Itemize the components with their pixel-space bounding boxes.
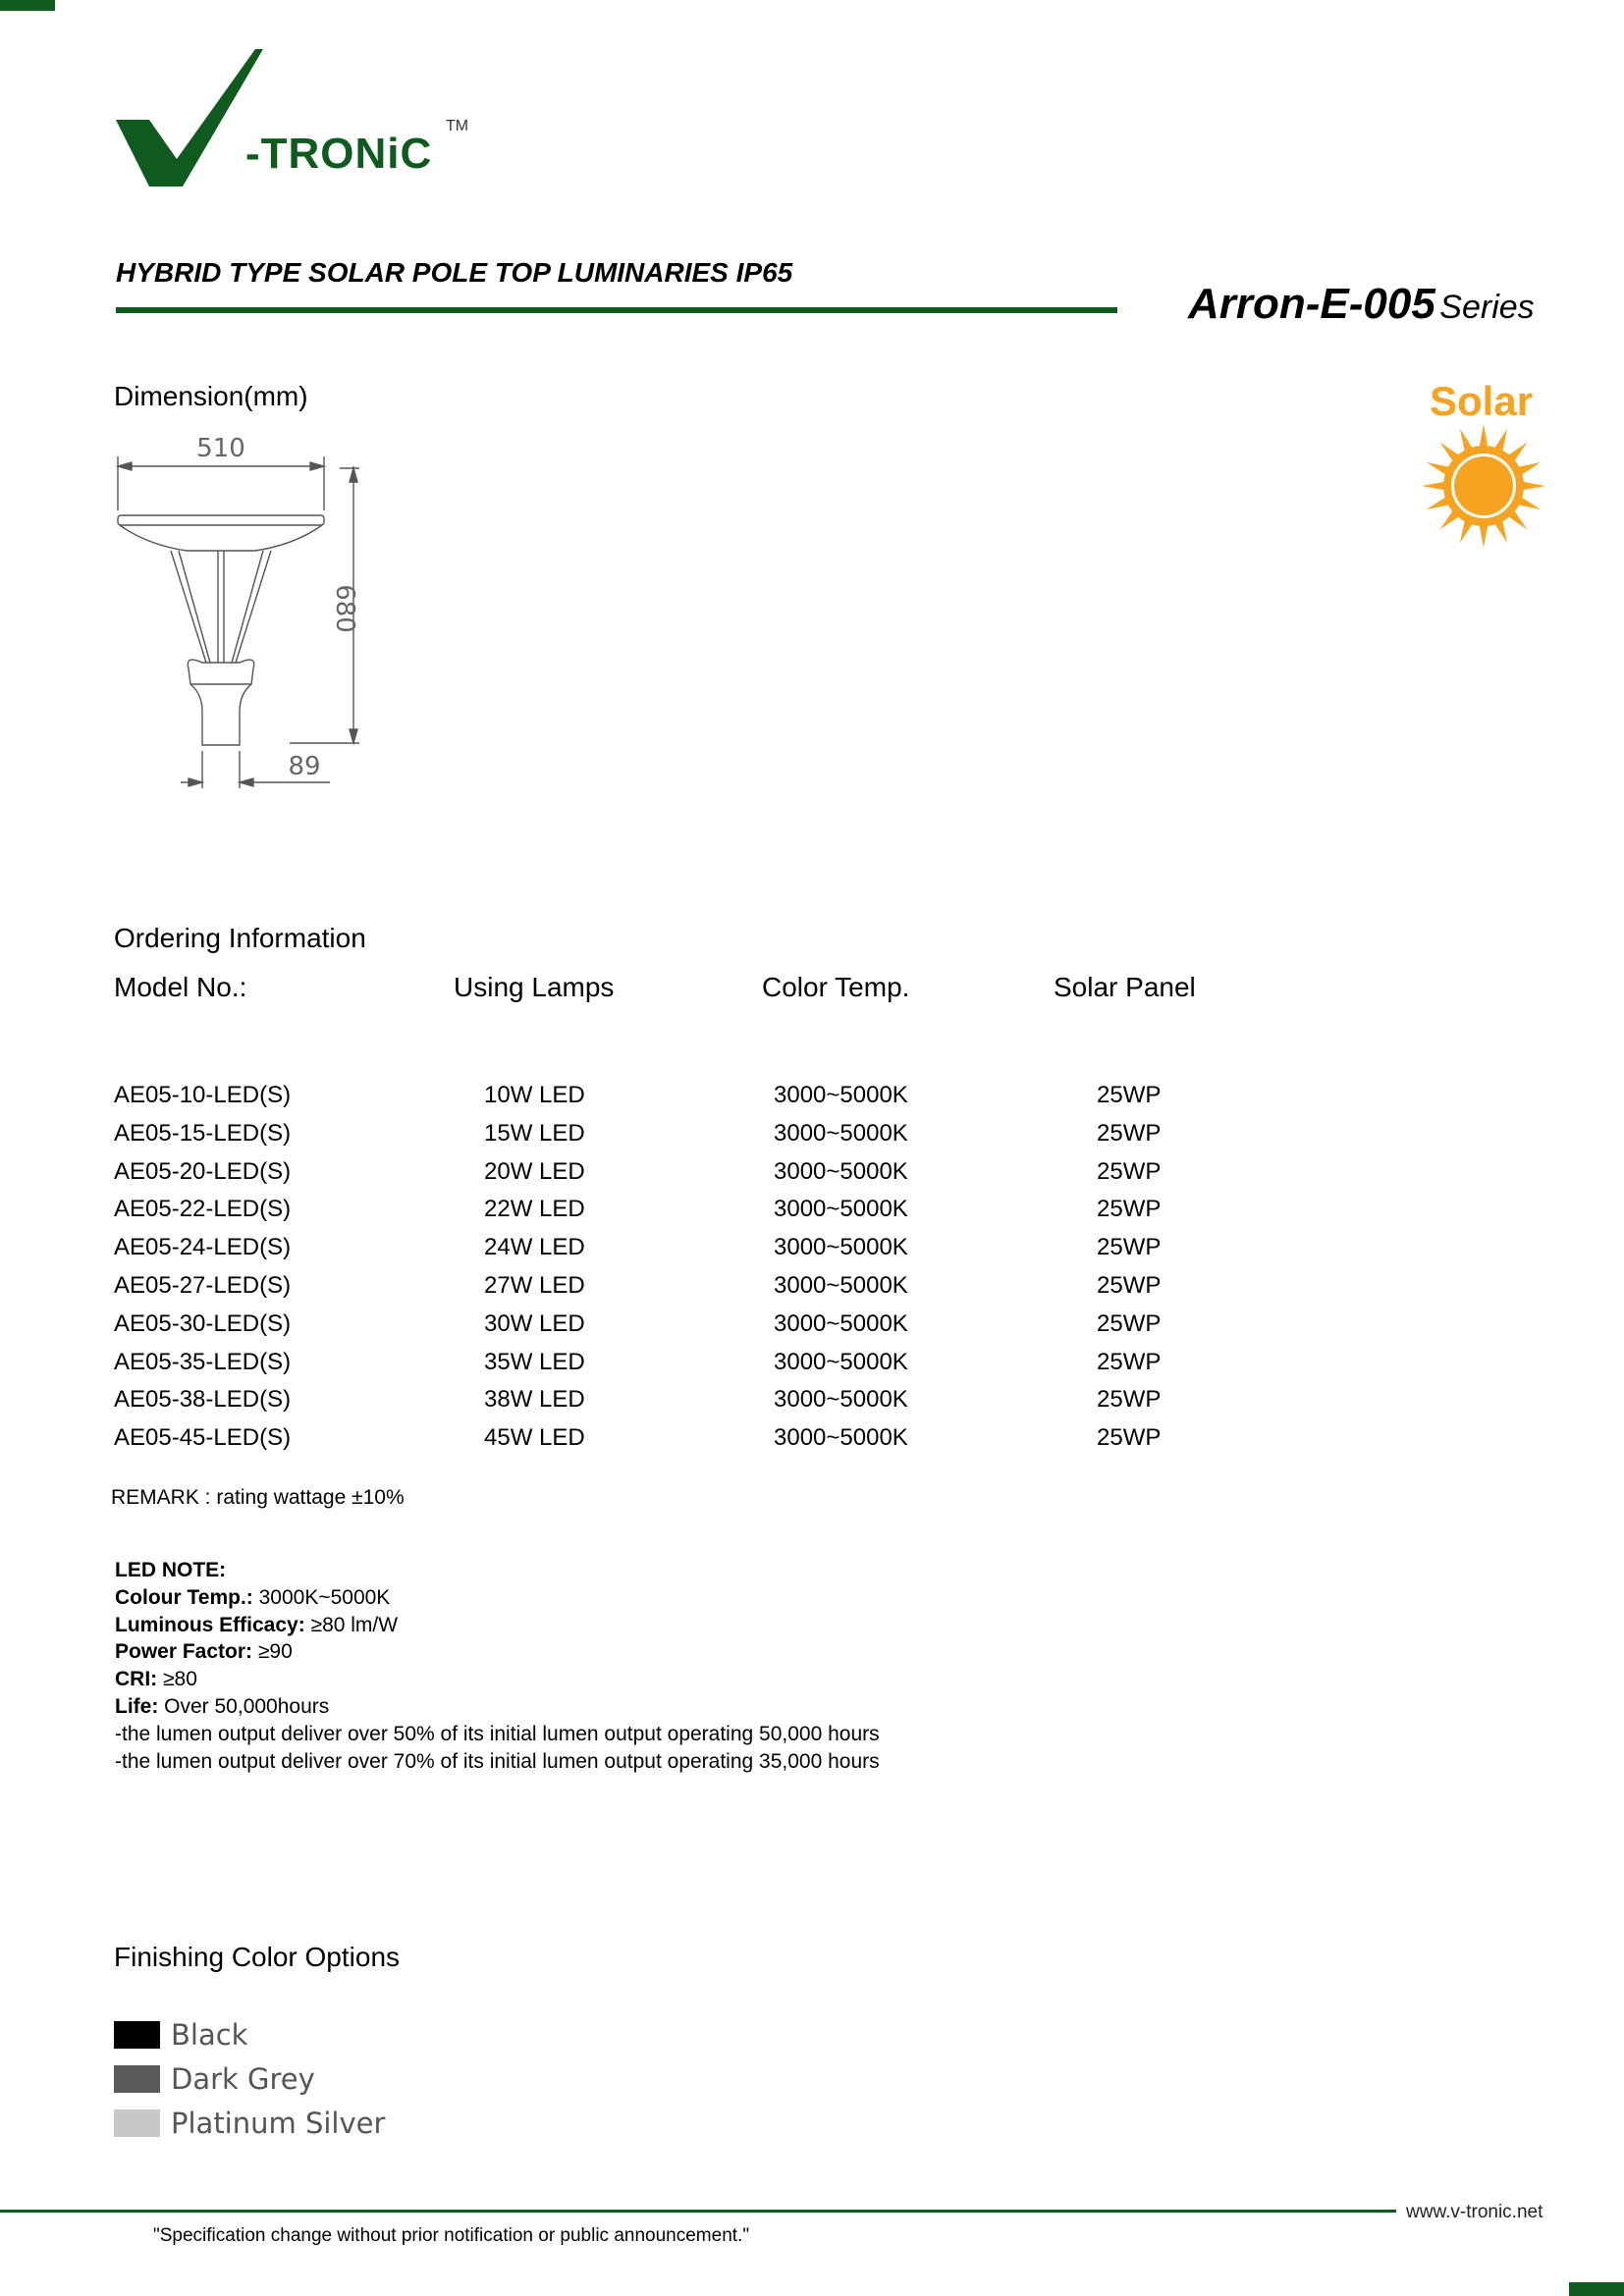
- cell-color-temp: 3000~5000K: [774, 1082, 908, 1108]
- cell-lamps: 15W LED: [484, 1119, 585, 1147]
- dimension-heading: Dimension(mm): [114, 381, 308, 411]
- led-note-value: 3000K~5000K: [252, 1585, 391, 1609]
- color-swatch-dark-grey: [114, 2065, 160, 2093]
- sun-ray: [1523, 482, 1545, 491]
- document-title: HYBRID TYPE SOLAR POLE TOP LUMINARIES IP65: [116, 257, 793, 288]
- table-row: [114, 1386, 1243, 1424]
- corner-accent-bottom: [1569, 2282, 1624, 2296]
- cell-color-temp: 3000~5000K: [774, 1234, 908, 1261]
- table-row: [114, 1272, 1243, 1310]
- sun-ray: [1480, 424, 1489, 447]
- brand-name: -TRONiC: [245, 130, 433, 178]
- cell-solar-panel: 25WP: [1097, 1119, 1162, 1147]
- led-note-label: Life:: [115, 1694, 159, 1718]
- column-header-lamps: Using Lamps: [454, 972, 615, 1002]
- column-header-solar-panel: Solar Panel: [1054, 972, 1196, 1002]
- led-note-value: ≥80 lm/W: [304, 1613, 399, 1636]
- led-note: [115, 1557, 880, 1775]
- color-options: [114, 2012, 385, 2145]
- cell-model: AE05-27-LED(S): [114, 1271, 292, 1299]
- table-row: [114, 1424, 1243, 1463]
- table-row: [114, 1120, 1243, 1158]
- disclaimer-text: "Specification change without prior notification or public announcement.": [153, 2225, 750, 2246]
- color-option-platinum-silver: [114, 2101, 385, 2145]
- table-row: [114, 1196, 1243, 1234]
- led-note-label: Colour Temp.:: [115, 1585, 253, 1609]
- series-suffix: Series: [1439, 289, 1535, 326]
- cell-solar-panel: 25WP: [1097, 1309, 1162, 1337]
- table-row: [114, 1310, 1243, 1349]
- cell-lamps: 38W LED: [484, 1386, 585, 1414]
- cell-color-temp: 3000~5000K: [774, 1157, 908, 1185]
- cell-lamps: 20W LED: [484, 1157, 585, 1185]
- table-row: [114, 1082, 1243, 1120]
- cell-lamps: 35W LED: [484, 1348, 585, 1375]
- finishing-heading: Finishing Color Options: [114, 1942, 401, 1972]
- cell-color-temp: 3000~5000K: [774, 1196, 908, 1223]
- ordering-heading: Ordering Information: [114, 923, 366, 953]
- led-note-item: [115, 1693, 880, 1721]
- table-row: [114, 1349, 1243, 1387]
- color-option-black: [114, 2012, 385, 2056]
- cell-solar-panel: 25WP: [1097, 1196, 1162, 1223]
- column-header-model: Model No.:: [114, 972, 247, 1002]
- cell-color-temp: 3000~5000K: [774, 1309, 908, 1337]
- cell-solar-panel: 25WP: [1097, 1271, 1162, 1299]
- led-note-value: Over 50,000hours: [158, 1694, 330, 1718]
- column-header-color-temp: Color Temp.: [762, 972, 910, 1002]
- luminaire-dimension-drawing: [108, 427, 363, 800]
- title-divider: [116, 307, 1117, 313]
- cell-solar-panel: 25WP: [1097, 1157, 1162, 1185]
- cell-model: AE05-30-LED(S): [114, 1309, 292, 1337]
- solar-label: Solar: [1430, 378, 1534, 424]
- footer-divider: [0, 2210, 1396, 2213]
- cell-color-temp: 3000~5000K: [774, 1271, 908, 1299]
- cell-model: AE05-38-LED(S): [114, 1386, 292, 1414]
- color-swatch-platinum-silver: [114, 2109, 160, 2137]
- ordering-table: [114, 1082, 1243, 1463]
- width-dimension-label: 510: [196, 434, 245, 463]
- led-note-line: -the lumen output deliver over 70% of its initial lumen output operating 35,000 hours: [115, 1749, 880, 1773]
- table-row: [114, 1234, 1243, 1272]
- sun-icon: [1420, 422, 1547, 550]
- cell-model: AE05-10-LED(S): [114, 1082, 292, 1108]
- cell-model: AE05-15-LED(S): [114, 1119, 292, 1147]
- series-name: Arron-E-005: [1188, 280, 1435, 328]
- cell-lamps: 24W LED: [484, 1234, 585, 1261]
- cell-lamps: 45W LED: [484, 1424, 585, 1452]
- led-note-value: ≥80: [157, 1668, 197, 1691]
- color-option-label: Black: [171, 2017, 248, 2052]
- led-note-label: CRI:: [115, 1668, 158, 1691]
- cell-lamps: 27W LED: [484, 1271, 585, 1299]
- led-note-item: [115, 1584, 880, 1612]
- cell-lamps: 10W LED: [484, 1082, 585, 1108]
- color-option-label: Platinum Silver: [171, 2106, 386, 2140]
- remark-text: REMARK : rating wattage ±10%: [111, 1486, 405, 1509]
- series-title: [1188, 280, 1535, 329]
- cell-model: AE05-35-LED(S): [114, 1348, 292, 1375]
- corner-accent-top: [0, 0, 55, 11]
- website-link[interactable]: www.v-tronic.net: [1406, 2202, 1543, 2222]
- table-row: [114, 1158, 1243, 1197]
- cell-solar-panel: 25WP: [1097, 1234, 1162, 1261]
- led-note-item: [115, 1666, 880, 1693]
- cell-solar-panel: 25WP: [1097, 1348, 1162, 1375]
- height-dimension-label: 680: [330, 584, 359, 633]
- led-note-heading: LED NOTE:: [115, 1559, 227, 1581]
- cell-color-temp: 3000~5000K: [774, 1348, 908, 1375]
- cell-model: AE05-45-LED(S): [114, 1424, 292, 1452]
- cell-model: AE05-20-LED(S): [114, 1157, 292, 1185]
- led-note-value: ≥90: [252, 1640, 293, 1664]
- cell-solar-panel: 25WP: [1097, 1424, 1162, 1452]
- cell-model: AE05-24-LED(S): [114, 1234, 292, 1261]
- base-dimension-label: 89: [288, 752, 321, 781]
- cell-lamps: 30W LED: [484, 1309, 585, 1337]
- led-note-label: Luminous Efficacy:: [115, 1613, 305, 1636]
- cell-color-temp: 3000~5000K: [774, 1424, 908, 1452]
- color-swatch-black: [114, 2021, 160, 2049]
- color-option-label: Dark Grey: [171, 2061, 315, 2096]
- led-note-item: [115, 1638, 880, 1666]
- cell-lamps: 22W LED: [484, 1196, 585, 1223]
- cell-solar-panel: 25WP: [1097, 1082, 1162, 1108]
- trademark-mark: TM: [446, 118, 469, 134]
- sun-ray: [1422, 482, 1444, 491]
- led-note-label: Power Factor:: [115, 1640, 253, 1664]
- cell-model: AE05-22-LED(S): [114, 1196, 292, 1223]
- led-note-line: -the lumen output deliver over 50% of its initial lumen output operating 50,000 hours: [115, 1722, 880, 1745]
- cell-color-temp: 3000~5000K: [774, 1386, 908, 1414]
- color-option-dark-grey: [114, 2056, 385, 2101]
- led-note-item: [115, 1612, 880, 1639]
- cell-solar-panel: 25WP: [1097, 1386, 1162, 1414]
- sun-ray: [1480, 525, 1489, 548]
- cell-color-temp: 3000~5000K: [774, 1119, 908, 1147]
